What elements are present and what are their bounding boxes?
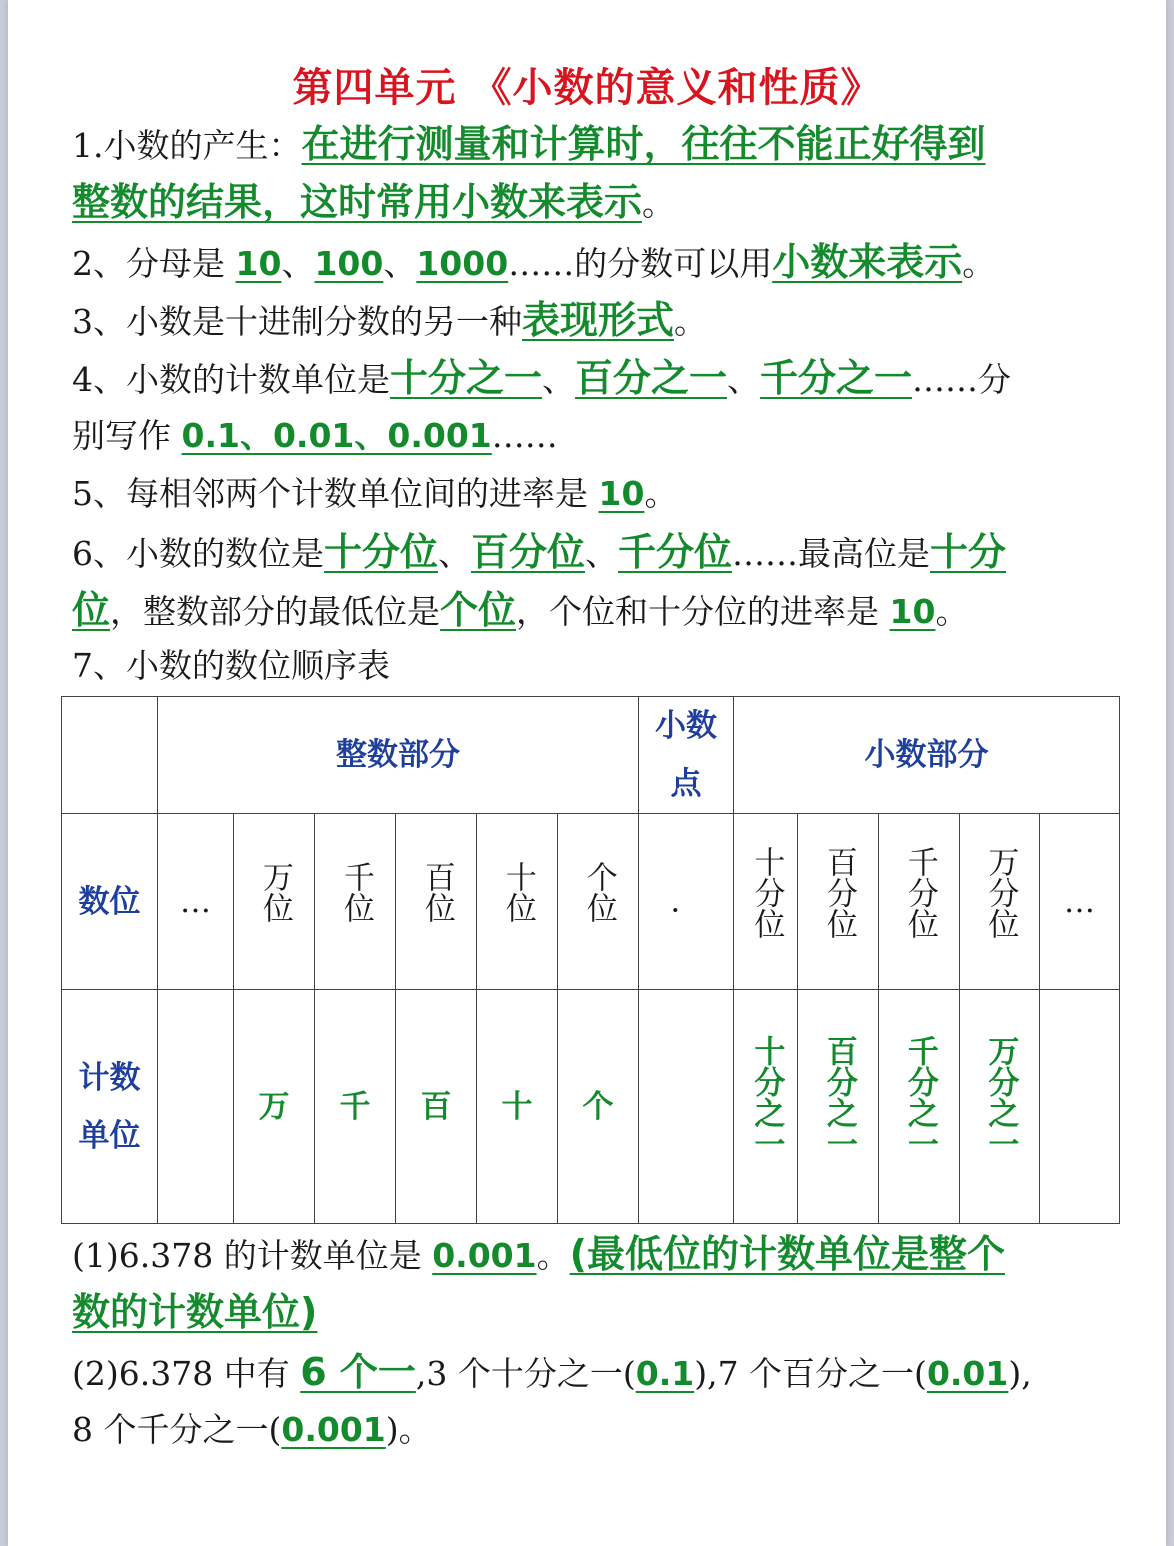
note-1-answer-b2: 数的计数单位)	[72, 1290, 318, 1334]
decimal-point-header-line-1: 小数	[655, 708, 718, 744]
item-4-prefix: 4、小数的计数单位是	[72, 360, 390, 399]
note-2-end: )。	[385, 1410, 432, 1449]
place-cell-wan	[234, 814, 315, 990]
item-6-answer-e: 个位	[440, 588, 517, 632]
item-6-line-2	[72, 584, 968, 638]
unit-cell-ten-thousandth-text: 万分之一	[982, 1035, 1019, 1159]
item-7-line	[72, 640, 390, 692]
item-6-answer-d2: 位	[72, 588, 111, 632]
item-1-line-2	[72, 176, 675, 230]
item-2-answer-d: 小数来表示	[772, 240, 963, 284]
item-4-line-2	[72, 410, 558, 462]
item-1-answer-1: 在进行测量和计算时，往往不能正好得到	[301, 122, 986, 166]
item-6-prefix: 6、小数的数位是	[72, 534, 324, 573]
item-6-sep-2: 、	[585, 534, 619, 573]
item-6-end: 。	[935, 592, 969, 631]
item-5-answer: 10	[598, 474, 645, 513]
place-cell-shi-text: 十位	[499, 861, 536, 923]
item-5-line	[72, 468, 677, 520]
place-cell-bai	[396, 814, 477, 990]
item-2-answer-b: 100	[314, 244, 384, 283]
note-2-line-2	[72, 1404, 432, 1456]
note-2-line-2-prefix: 8 个千分之一(	[72, 1410, 282, 1449]
decimal-point-header-line-2: 点	[670, 766, 702, 802]
place-cell-point: ．	[639, 814, 734, 990]
item-6-mid: ……最高位是	[732, 534, 931, 573]
item-4-mid: ……分	[912, 360, 1012, 399]
item-7-text: 7、小数的数位顺序表	[72, 646, 390, 685]
table-corner-cell	[62, 697, 158, 814]
note-2-mid-2: ),7 个百分之一(	[694, 1354, 927, 1393]
item-6-answer-a: 十分位	[324, 530, 439, 574]
item-4-line-1	[72, 352, 1011, 406]
note-2-prefix: (2)6.378 中有	[72, 1354, 301, 1393]
decimal-point-header	[639, 697, 734, 814]
item-3-prefix: 3、小数是十进制分数的另一种	[72, 302, 522, 341]
item-5-end: 。	[644, 474, 678, 513]
unit-cell-thousandth-text: 千分之一	[901, 1035, 938, 1159]
note-1-answer-b1: (最低位的计数单位是整个	[569, 1232, 1005, 1276]
place-cell-qian-text: 千位	[337, 861, 374, 923]
item-2-prefix: 2、分母是	[72, 244, 236, 283]
item-6-mid-3: ，个位和十分位的进率是	[516, 592, 890, 631]
place-ellipsis-left: …	[158, 814, 234, 990]
table-row-unit	[62, 990, 1120, 1224]
note-2-mid-1: ,3 个十分之一(	[415, 1354, 636, 1393]
integer-part-header: 整数部分	[158, 697, 639, 814]
place-cell-ten-thousandths-text: 万分位	[982, 845, 1019, 939]
place-value-table	[61, 696, 1120, 1224]
decimal-part-header: 小数部分	[734, 697, 1120, 814]
unit-cell-shi: 十	[477, 990, 558, 1224]
unit-cell-point-empty	[639, 990, 734, 1224]
item-3-line	[72, 294, 707, 348]
item-6-answer-b: 百分位	[471, 530, 586, 574]
note-1-line-1	[72, 1228, 1005, 1282]
item-1-answer-2: 整数的结果，这时常用小数来表示	[72, 180, 643, 224]
note-1-mid: 。	[536, 1236, 570, 1275]
item-4-line-2-prefix: 别写作	[72, 416, 182, 455]
note-1-line-2	[72, 1286, 317, 1340]
item-4-answer-d: 0.1、0.01、0.001	[181, 416, 492, 455]
item-4-answer-c: 千分之一	[760, 356, 913, 400]
item-2-sep-1: 、	[281, 244, 315, 283]
place-cell-hundredths-text: 百分位	[820, 845, 857, 939]
note-2-line-1	[72, 1346, 1032, 1400]
place-cell-tenths-text: 十分位	[748, 845, 785, 939]
item-2-end: 。	[962, 244, 996, 283]
page-title: 第四单元 《小数的意义和性质》	[292, 65, 882, 111]
item-6-mid-2: ，整数部分的最低位是	[110, 592, 441, 631]
item-5-prefix: 5、每相邻两个计数单位间的进率是	[72, 474, 599, 513]
item-1-prefix: 1.小数的产生：	[72, 126, 302, 165]
unit-cell-hundredth	[798, 990, 879, 1224]
place-cell-qian	[315, 814, 396, 990]
note-1-prefix: (1)6.378 的计数单位是	[72, 1236, 433, 1275]
item-3-end: 。	[674, 302, 708, 341]
place-cell-bai-text: 百位	[418, 861, 455, 923]
unit-cell-thousandth	[879, 990, 960, 1224]
note-2-mid-3: ),	[1008, 1354, 1032, 1393]
table-header-row	[62, 697, 1120, 814]
place-cell-thousandths-text: 千分位	[901, 845, 938, 939]
item-1-end: 。	[642, 184, 676, 223]
item-6-line-1	[72, 526, 1006, 580]
item-6-answer-d1: 十分	[930, 530, 1007, 574]
place-cell-ge	[558, 814, 639, 990]
row-label-place: 数位	[62, 814, 158, 990]
item-2-answer-c: 1000	[416, 244, 509, 283]
item-2-answer-a: 10	[235, 244, 282, 283]
place-cell-shi	[477, 814, 558, 990]
item-2-mid: ……的分数可以用	[508, 244, 773, 283]
item-4-answer-b: 百分之一	[575, 356, 728, 400]
place-cell-ge-text: 个位	[580, 861, 617, 923]
unit-cell-qian: 千	[315, 990, 396, 1224]
row-label-unit-text: 计数单位	[78, 1059, 141, 1154]
place-cell-thousandths	[879, 814, 960, 990]
worksheet-page	[8, 0, 1166, 1546]
item-4-sep-2: 、	[727, 360, 761, 399]
note-2-answer-d: 0.001	[281, 1410, 386, 1449]
item-6-answer-c: 千分位	[618, 530, 733, 574]
unit-cell-tenth-text: 十分之一	[748, 1035, 785, 1159]
table-row-place	[62, 814, 1120, 990]
note-2-answer-c: 0.01	[926, 1354, 1009, 1393]
item-4-sep-1: 、	[542, 360, 576, 399]
place-ellipsis-right: …	[1040, 814, 1120, 990]
place-cell-ten-thousandths	[960, 814, 1040, 990]
note-2-answer-b: 0.1	[635, 1354, 695, 1393]
unit-cell-ten-thousandth	[960, 990, 1040, 1224]
unit-cell-wan: 万	[234, 990, 315, 1224]
unit-cell-empty-right	[1040, 990, 1120, 1224]
row-label-unit	[62, 990, 158, 1224]
item-3-answer: 表现形式	[522, 298, 675, 342]
unit-cell-hundredth-text: 百分之一	[820, 1035, 857, 1159]
unit-cell-empty-left	[158, 990, 234, 1224]
unit-cell-bai: 百	[396, 990, 477, 1224]
unit-cell-tenth	[734, 990, 798, 1224]
item-6-answer-f: 10	[889, 592, 936, 631]
item-6-sep-1: 、	[438, 534, 472, 573]
place-cell-hundredths	[798, 814, 879, 990]
unit-cell-ge: 个	[558, 990, 639, 1224]
item-2-sep-2: 、	[383, 244, 417, 283]
item-4-end: ……	[491, 416, 558, 455]
item-1-line-1	[72, 118, 986, 172]
place-cell-tenths	[734, 814, 798, 990]
note-1-answer-a: 0.001	[432, 1236, 537, 1275]
note-2-answer-a: 6 个一	[300, 1350, 416, 1394]
place-cell-wan-text: 万位	[256, 861, 293, 923]
item-2-line	[72, 236, 995, 290]
item-4-answer-a: 十分之一	[390, 356, 543, 400]
